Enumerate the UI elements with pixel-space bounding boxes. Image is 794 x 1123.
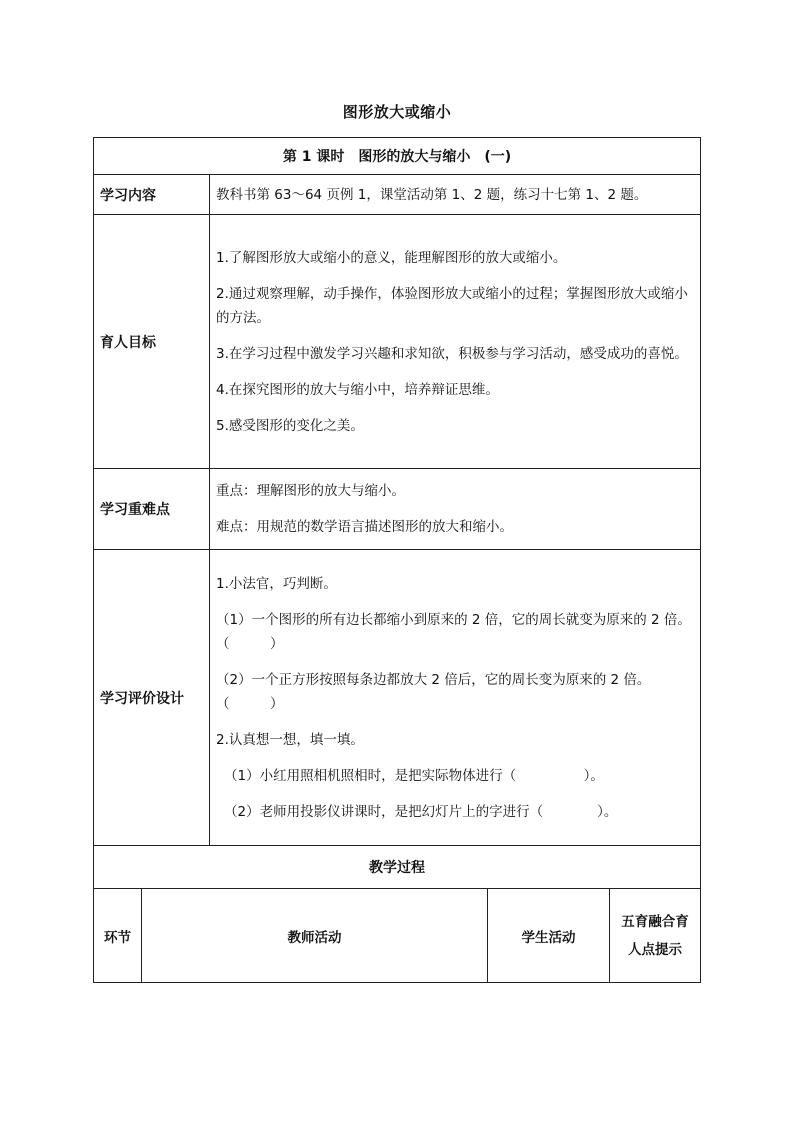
- key-point: 重点：理解图形的放大与缩小。: [216, 483, 405, 499]
- col-student: 学生活动: [488, 889, 610, 983]
- col-stage: 环节: [94, 889, 142, 983]
- evaluation-questions: [210, 550, 752, 846]
- goal-item: 3.在学习过程中激发学习兴趣和求知欲，积极参与学习活动，感受成功的喜悦。: [216, 345, 688, 362]
- process-heading: 教学过程: [94, 846, 701, 889]
- question-title: 2.认真想一想，填一填。: [216, 731, 364, 748]
- lesson-heading-row: [94, 138, 701, 175]
- content-text: 教科书第 63～64 页例 1，课堂活动第 1、2 题，练习十七第 1、2 题。: [210, 175, 701, 215]
- judge-question-1: （1）一个图形的所有边长都缩小到原来的 2 倍，它的周长就变为原来的 2 倍。 （ ）: [216, 611, 752, 652]
- key-points-row: [94, 469, 701, 550]
- difficult-point: 难点：用规范的数学语言描述图形的放大和缩小。: [216, 519, 513, 535]
- goals-list: [210, 215, 701, 469]
- process-header-row: [94, 889, 701, 983]
- key-points: [210, 469, 701, 550]
- goals-label: 育人目标: [94, 215, 210, 469]
- goal-item: 5.感受图形的变化之美。: [216, 417, 364, 434]
- process-heading-row: [94, 846, 701, 889]
- question-title: 1.小法官，巧判断。: [216, 575, 337, 592]
- lesson-plan-table: [93, 137, 752, 983]
- judge-question-2: （2）一个正方形按照每条边都放大 2 倍后，它的周长变为原来的 2 倍。 （ ）: [216, 671, 685, 712]
- content-label: 学习内容: [94, 175, 210, 215]
- lesson-heading: 第 1 课时 图形的放大与缩小 (一): [94, 138, 701, 175]
- content-row: [94, 175, 701, 215]
- fill-question-2: （2）老师用投影仪讲课时，是把幻灯片上的字进行（ ）。: [224, 803, 618, 820]
- goal-item: 1.了解图形放大或缩小的意义，能理解图形的放大或缩小。: [216, 249, 567, 266]
- evaluation-label: 学习评价设计: [94, 550, 210, 846]
- col-teacher: 教师活动: [142, 889, 488, 983]
- goal-item: 4.在探究图形的放大与缩小中，培养辩证思维。: [216, 381, 499, 398]
- goals-row: [94, 215, 701, 469]
- fill-question-1: （1）小红用照相机照相时，是把实际物体进行（ ）。: [224, 767, 604, 784]
- col-tips: 五育融合育人点提示: [610, 889, 701, 983]
- document-title: 图形放大或缩小: [342, 103, 452, 121]
- evaluation-row: [94, 550, 701, 846]
- goal-item: 2.通过观察理解，动手操作，体验图形放大或缩小的过程；掌握图形放大或缩小的方法。: [216, 285, 688, 326]
- key-points-label: 学习重难点: [94, 469, 210, 550]
